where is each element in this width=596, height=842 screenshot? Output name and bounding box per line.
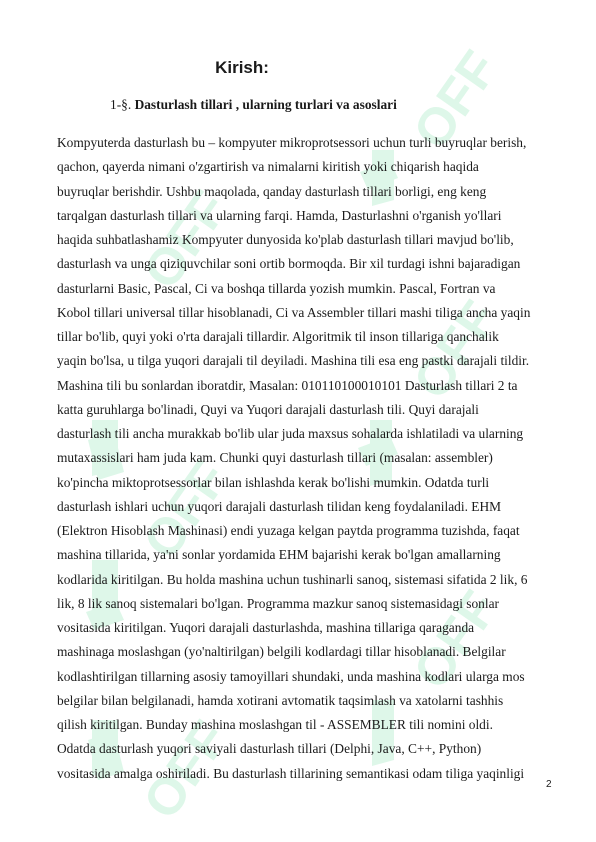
text-line: dasturlash tili ancha murakkab bo'lib ular juda maxsus sohalarda ishlatiladi va ularning (57, 426, 524, 441)
text-line: Kompyuterda dasturlash bu – kompyuter mikroprotsessori uchun turli buyruqlar berish, (57, 135, 527, 150)
text-line: haqida suhbatlashamiz Kompyuter dunyosida ko'plab dasturlash tillari mavjud bo'lib, (57, 232, 514, 247)
text-line: buyruqlar berishdir. Ushbu maqolada, qanday dasturlash tillari borligi, eng keng (57, 183, 487, 199)
text-line: vositasida kiritilgan. Yuqori darajali dasturlashda, mashina tillariga qaraganda (57, 620, 475, 635)
text-line: dasturlash ishlari uchun yuqori darajali dasturlash tilidan keng foydalaniladi. EHM (57, 498, 502, 514)
page-number: 2 (546, 779, 552, 790)
body-paragraph (57, 131, 557, 786)
text-line: ko'pincha miktoprotsessorlar bilan ishlashda kerak bo'lishi mumkin. Odatda turli (57, 474, 490, 490)
text-line: qachon, qayerda nimani o'zgartirish va nimalarni kiritish yoki chiqarish haqida (57, 159, 479, 175)
page-title: Kirish: (215, 58, 269, 77)
text-line: tillar bo'lib, quyi yoki o'rta darajali tillardir. Algoritmik til inson tillariga qanchalik (57, 329, 499, 344)
watermark-text: OFF (132, 711, 240, 830)
text-line: dasturlash va unga qiziquvchilar soni ortib bormoqda. Bir xil turdagi ishni bajaradigan (57, 256, 521, 272)
text-line: mashinaga moslashgan (yo'naltirilgan) belgili kodlardagi tillar hisoblanadi. Belgilar (57, 644, 506, 660)
text-line: qilish kiritilgan. Bunday mashina moslashgan til - ASSEMBLER tili nomini oldi. (57, 717, 493, 732)
watermark-text: OFF (132, 451, 240, 570)
section-number: 1-§. (110, 97, 132, 112)
text-line: (Elektron Hisoblash Mashinasi) endi yuzaga kelgan paytda programma tuzishda, faqat (57, 523, 520, 538)
watermark-text: OFF (402, 41, 510, 160)
watermark-text: OFF (402, 291, 510, 410)
text-line: mutaxassislari ham juda kam. Chunki quyi dasturlash tillari (masalan: assembler) (57, 450, 493, 466)
text-line: Mashina tili bu sonlardan iboratdir, Masalan: 010110100010101 Dasturlash tillari 2 ta (57, 377, 518, 393)
text-line: dasturlarni Basic, Pascal, Ci va boshqa tillarda yozish mumkin. Pascal, Fortran va (57, 280, 496, 296)
text-line: tarqalgan dasturlash tillari va ularning farqi. Hamda, Dasturlashni o'rganish yo'llari (57, 207, 502, 223)
watermark-text: OFF (132, 181, 240, 300)
text-line: vositasida amalga oshiriladi. Bu dasturlash tillarining semantikasi odam tiliga yaqinligi (57, 765, 525, 781)
text-line: Odatda dasturlash yuqori saviyali dasturlash tillari (Delphi, Java, C++, Python) (57, 741, 482, 757)
section-title: Dasturlash tillari , ularning turlari va asoslari (134, 97, 397, 112)
section-heading (110, 97, 570, 113)
watermark-text: OFF (402, 581, 510, 700)
text-line: yaqin bo'lsa, u tilga yuqori darajali til deyiladi. Mashina tili esa eng pastki darajali tildir. (57, 353, 530, 369)
text-line: kodlarida kiritilgan. Bu holda mashina uchun tushinarli sanoq, sistemasi sifatida 2 lik, 6 (57, 571, 528, 587)
text-line: kodlashtirilgan tillarning asosiy tamoyillari shundaki, unda mashina kodlari ularga mos (57, 668, 525, 684)
text-line: belgilar bilan belgilanadi, hamda xotirani avtomatik taqsimlash va xatolarni tashhis (57, 692, 504, 708)
text-line: katta guruhlarga bo'linadi, Quyi va Yuqori darajali dasturlash tili. Quyi darajali (57, 401, 479, 417)
text-line: mashina tillarida, ya'ni sonlar yordamida EHM bajarishi kerak bo'lgan amallarning (57, 547, 501, 563)
text-line: Kobol tillari universal tillar hisoblanadi, Ci va Assembler tillari mashi tiliga ancha yaqin (57, 304, 531, 320)
text-line: lik, 8 lik sanoq sistemalari bo'lgan. Programma mazkur sanoq sistemasidagi sonlar (57, 595, 499, 611)
